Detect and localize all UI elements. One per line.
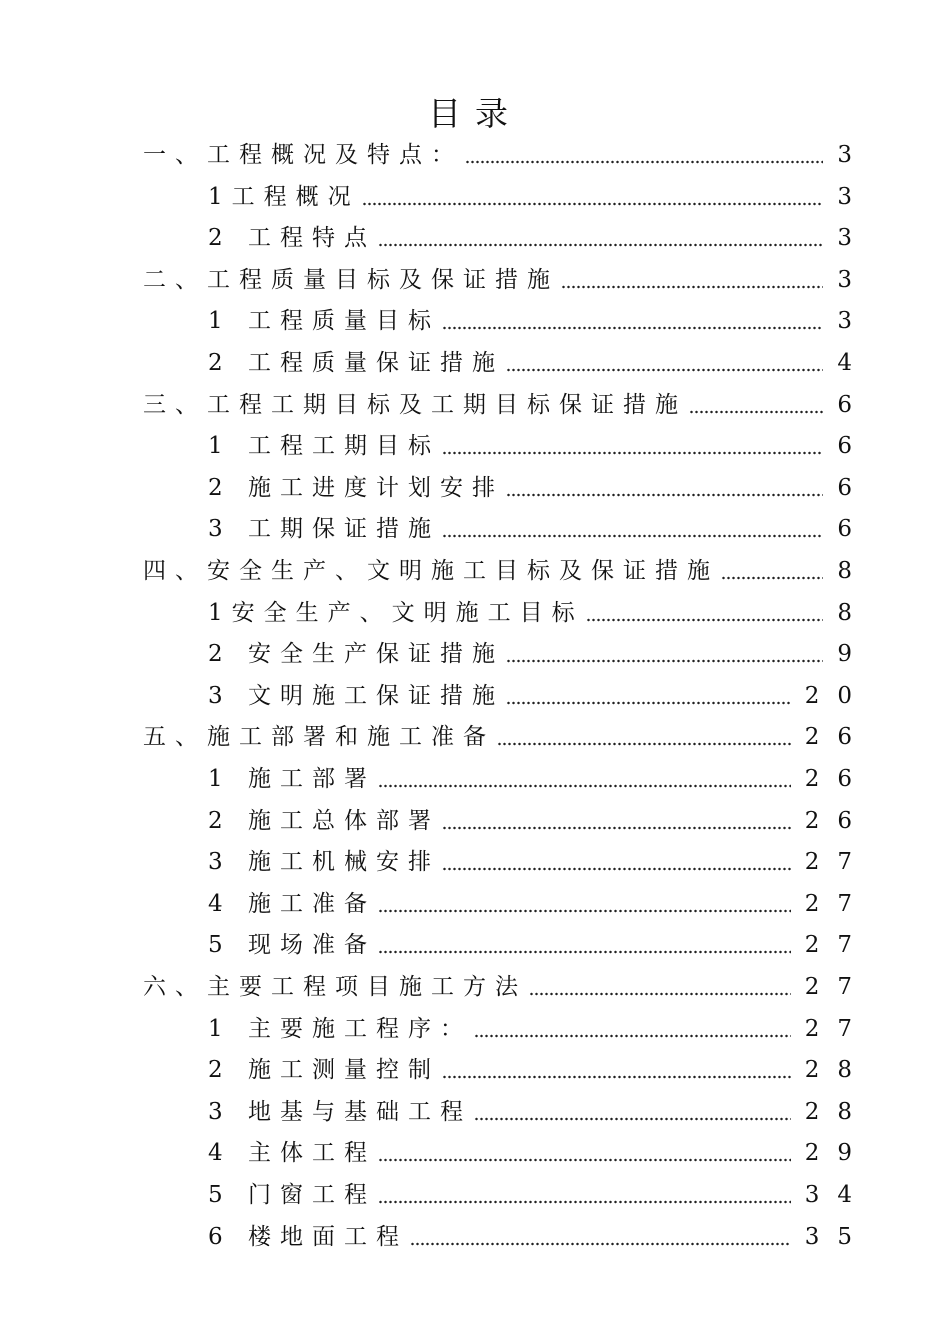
toc-entry-label: 3 地基与基础工程: [208, 1098, 472, 1125]
toc-entry[interactable]: [0, 300, 950, 342]
toc-entry-page: 26: [804, 807, 870, 834]
toc-entry[interactable]: [0, 924, 950, 966]
toc-entry-label: 3 工期保证措施: [208, 516, 440, 543]
toc-leader-dots: [378, 909, 791, 913]
toc-leader-dots: [378, 784, 791, 788]
toc-entry-page: 27: [804, 974, 870, 1000]
toc-entry-label: 三、工程工期目标及工期目标保证措施: [143, 391, 687, 418]
toc-entry-label: 一、工程概况及特点：: [143, 142, 463, 168]
toc-entry-page: 8: [837, 599, 870, 626]
toc-entry-label: 3 施工机械安排: [208, 849, 440, 876]
toc-entry[interactable]: [0, 1174, 950, 1216]
toc-entry-label: 5 门窗工程: [208, 1182, 376, 1208]
toc-entry[interactable]: [0, 342, 950, 384]
toc-entry-label: 1 工程工期目标: [208, 433, 440, 460]
toc-entry[interactable]: [0, 592, 950, 634]
toc-entry[interactable]: [0, 883, 950, 925]
toc-entry[interactable]: [0, 550, 950, 592]
toc-entry-page: 9: [837, 641, 870, 668]
toc-entry-page: 27: [804, 932, 870, 959]
toc-entry[interactable]: [0, 966, 950, 1008]
toc-entry-page: 6: [837, 391, 870, 418]
toc-entry-label: 1工程概况: [208, 183, 360, 210]
toc-entry[interactable]: [0, 633, 950, 675]
toc-leader-dots: [442, 326, 823, 330]
toc-leader-dots: [442, 826, 791, 830]
toc-entry-label: 5 现场准备: [208, 932, 376, 959]
page-title: 目录: [428, 94, 522, 133]
toc-entry[interactable]: [0, 841, 950, 883]
toc-entry-page: 4: [837, 350, 870, 376]
toc-entry-page: 28: [804, 1098, 870, 1125]
toc-entry-page: 3: [837, 225, 870, 252]
toc-leader-dots: [378, 1200, 791, 1204]
toc-entry[interactable]: [0, 716, 950, 758]
toc-leader-dots: [506, 493, 823, 497]
toc-entry[interactable]: [0, 217, 950, 259]
toc-entry-label: 3 文明施工保证措施: [208, 682, 504, 709]
toc-entry-page: 8: [837, 558, 870, 584]
toc-entry-page: 34: [804, 1182, 870, 1208]
toc-entry-label: 2 施工进度计划安排: [208, 474, 504, 501]
toc-entry-label: 2 施工测量控制: [208, 1057, 440, 1084]
toc-entry-page: 6: [837, 474, 870, 501]
toc-leader-dots: [561, 285, 823, 289]
toc-entry[interactable]: [0, 1216, 950, 1258]
toc-leader-dots: [586, 618, 824, 622]
toc-entry-page: 35: [804, 1223, 870, 1250]
toc-entry-label: 2 安全生产保证措施: [208, 641, 504, 668]
toc-entry-label: 6 楼地面工程: [208, 1223, 408, 1250]
toc-leader-dots: [721, 576, 823, 580]
toc-entry-label: 1安全生产、文明施工目标: [208, 599, 584, 626]
toc-entry[interactable]: [0, 134, 950, 176]
toc-entry[interactable]: [0, 675, 950, 717]
toc-leader-dots: [474, 1034, 791, 1038]
toc-entry-label: 四、安全生产、文明施工目标及保证措施: [143, 558, 719, 584]
toc-entry-label: 4 施工准备: [208, 890, 376, 917]
toc-entry[interactable]: [0, 176, 950, 218]
toc-leader-dots: [442, 534, 823, 538]
toc-entry-label: 二、工程质量目标及保证措施: [143, 266, 559, 293]
toc-entry[interactable]: [0, 1049, 950, 1091]
toc-leader-dots: [442, 451, 823, 455]
toc-entry-page: 26: [804, 766, 870, 792]
toc-entry[interactable]: [0, 425, 950, 467]
toc-leader-dots: [378, 1158, 791, 1162]
toc-leader-dots: [410, 1242, 791, 1246]
toc-leader-dots: [474, 1117, 791, 1121]
toc-entry[interactable]: [0, 1132, 950, 1174]
toc-entry-page: 27: [804, 849, 870, 876]
toc-entry-label: 1 主要施工程序：: [208, 1015, 472, 1042]
toc-entry-page: 3: [837, 266, 870, 293]
toc-leader-dots: [465, 160, 823, 164]
toc-entry-label: 4 主体工程: [208, 1140, 376, 1167]
toc-leader-dots: [506, 701, 791, 705]
toc-leader-dots: [506, 368, 823, 372]
toc-entry[interactable]: [0, 384, 950, 426]
toc-entry-page: 3: [837, 183, 870, 210]
toc-leader-dots: [497, 742, 791, 746]
toc-entry-page: 6: [837, 433, 870, 460]
toc-entry-page: 6: [837, 516, 870, 543]
toc-entry[interactable]: [0, 259, 950, 301]
toc-entry-label: 1 施工部署: [208, 766, 376, 792]
toc-entry-page: 20: [804, 682, 870, 709]
toc-leader-dots: [442, 867, 791, 871]
toc-entry-label: 1 工程质量目标: [208, 308, 440, 335]
toc-entry-label: 2 工程质量保证措施: [208, 350, 504, 376]
toc-entry[interactable]: [0, 758, 950, 800]
toc-leader-dots: [378, 950, 791, 954]
toc-entry-page: 3: [837, 308, 870, 335]
toc-leader-dots: [689, 410, 823, 414]
toc-leader-dots: [442, 1075, 791, 1079]
toc-entry-page: 28: [804, 1057, 870, 1084]
toc-leader-dots: [529, 992, 791, 996]
toc-entry-label: 2 工程特点: [208, 225, 376, 252]
toc-entry-page: 27: [804, 1015, 870, 1042]
toc-entry-page: 27: [804, 890, 870, 917]
toc-entry-label: 2 施工总体部署: [208, 807, 440, 834]
toc-entry[interactable]: [0, 800, 950, 842]
toc-entry[interactable]: [0, 1091, 950, 1133]
toc-entry-label: 五、施工部署和施工准备: [143, 724, 495, 751]
toc-entry-page: 29: [804, 1140, 870, 1167]
toc-entry-page: 26: [804, 724, 870, 751]
toc-leader-dots: [362, 202, 824, 206]
toc-entry-page: 3: [837, 142, 870, 168]
toc-leader-dots: [378, 243, 823, 247]
toc-entry[interactable]: [0, 467, 950, 509]
toc-entry[interactable]: [0, 1008, 950, 1050]
toc-entry[interactable]: [0, 508, 950, 550]
toc-leader-dots: [506, 659, 823, 663]
toc-entry-label: 六、主要工程项目施工方法: [143, 974, 527, 1000]
